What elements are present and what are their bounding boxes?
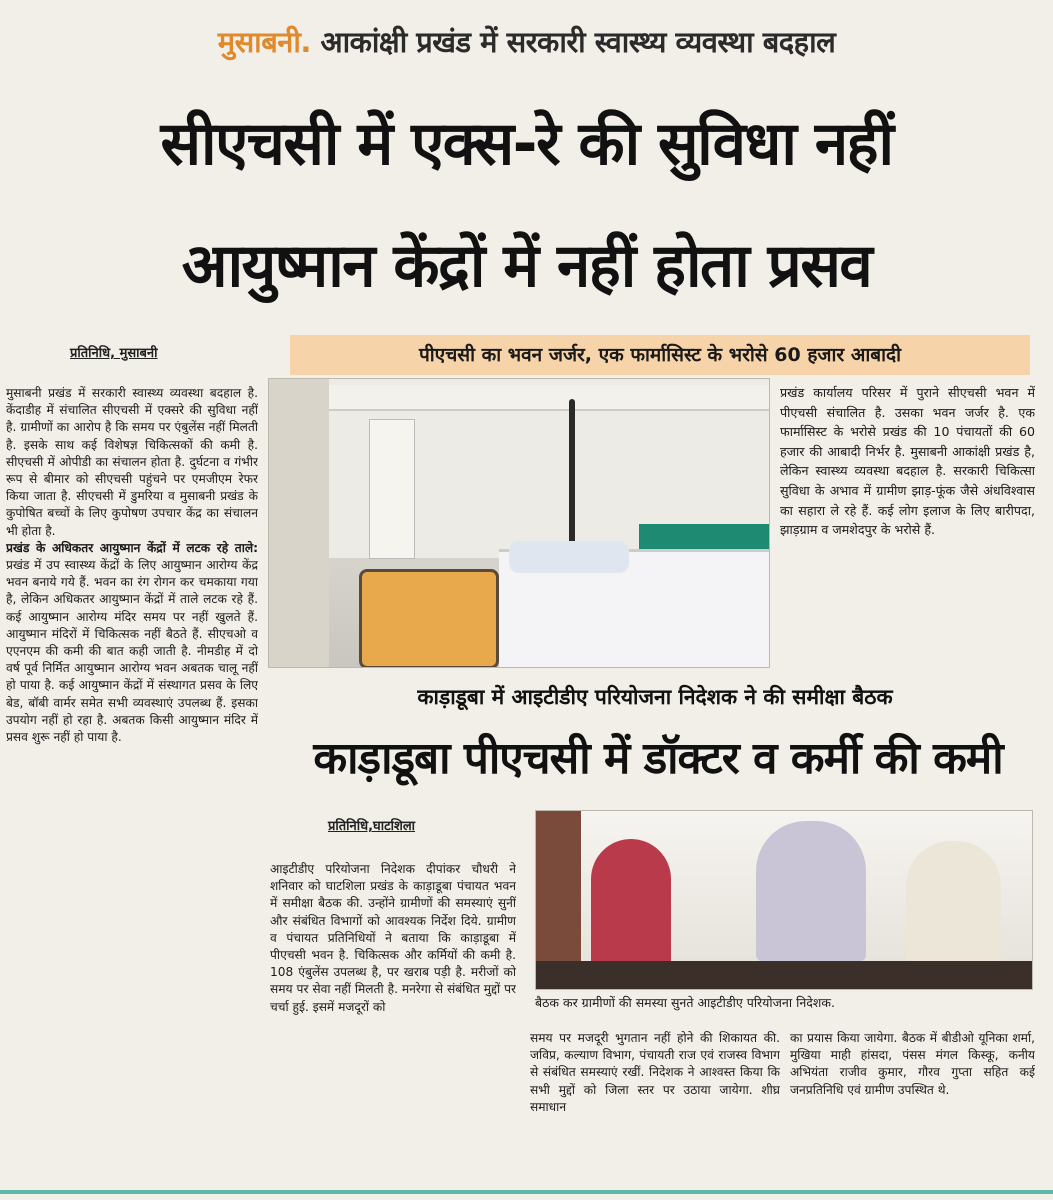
phc-column: प्रखंड कार्यालय परिसर में पुराने सीएचसी भवन में पीएचसी संचालित है. उसका भवन जर्जर है. एक फार्मासिस्ट के भरोसे प्रखंड की 10 पंचायतों की 60 हजार की आबादी निर्भर है. मुसाबनी आकांक्षी प्रखंड है, लेकिन स्वास्थ्य व्यवस्था बदहाल है. सरकारी चिकित्सा सुविधा के अभाव में ग्रामीण झाड़-फूंक जैसे अंधविश्वास का सहारा ले रहे हैं. कई लोग इलाज के लिए बारीपदा, झाड़ग्राम व जमशेदपुर के भरोसे हैं.	[780, 385, 1035, 538]
story2-headline: काड़ाडूबा पीएचसी में डॉक्टर व कर्मी की कमी	[313, 733, 1003, 784]
story1-paragraph-1: मुसाबनी प्रखंड में सरकारी स्वास्थ्य व्यवस्था बदहाल है. केंदाडीह में संचालित सीएचसी में एक्सरे की सुविधा नहीं है. ग्रामीणों का आरोप है कि समय पर एंबुलेंस नहीं मिलती है. इसके साथ कई विशेषज्ञ चिकित्सकों की कमी है. सीएचसी में ओपीडी का संचालन होता है. दुर्घटना व गंभीर रूप से बीमार को सीएचसी पहुंचने पर एमजीएम रेफर किया जाता है. सीएचसी में डुमरिया व मुसाबनी प्रखंड के कुपोषित बच्चों के लिए कुपोषण उपचार केंद्र का संचालन भी होता है.	[6, 386, 258, 538]
story2-column-3: का प्रयास किया जायेगा. बैठक में बीडीओ यूनिका शर्मा, मुखिया माही हांसदा, पंसस मंगल किस्कू, कनीय अभियंता राजीव कुमार, गौरव गुप्ता सहित कई जनप्रतिनिधि एवं ग्रामीण उपस्थित थे.	[790, 1031, 1035, 1097]
meeting-photo-caption: बैठक कर ग्रामीणों की समस्या सुनते आइटीडीए परियोजना निदेशक.	[535, 995, 835, 1010]
story2-kicker: काड़ाडूबा में आइटीडीए परियोजना निदेशक ने की समीक्षा बैठक	[417, 685, 893, 709]
byline-ghatshila: प्रतिनिधि,घाटशिला	[328, 819, 416, 834]
story1-subhead: प्रखंड के अधिकतर आयुष्मान केंद्रों में लटक रहे ताले:	[6, 540, 258, 555]
headline-line-1: सीएचसी में एक्स-रे की सुविधा नहीं	[160, 109, 893, 179]
story1-paragraph-2: प्रखंड में उप स्वास्थ्य केंद्रों के लिए आयुष्मान आरोग्य केंद्र भवन बनाये गये हैं. भवन का रंग रोगन कर चमकाया गया है, लेकिन अधिकतर आयुष्मान केंद्रों में ताले लटक रहे हैं. कई आयुष्मान आरोग्य मंदिर समय पर नहीं खुलते हैं. आयुष्मान मंदिरों में चिकित्सक नहीं बैठते हैं. सीएचओ व एएनएम की कमी की बात कही जाती है. नीमडीह में दो वर्ष पूर्व निर्मित आयुष्मान आरोग्य भवन अबतक चालू नहीं हो पाया है. कई आयुष्मान केंद्रों में संस्थागत प्रसव के लिए बेड, बॉबी वार्मर समेत सभी व्यवस्थाएं उपलब्ध हैं. इसका उपयोग नहीं हो रहा है. अबतक किसी आयुष्मान मंदिर में प्रसव शुरू नहीं हो पाया है.	[6, 558, 258, 745]
meeting-photo	[535, 810, 1033, 990]
kicker	[0, 22, 1053, 72]
kicker-text: आकांक्षी प्रखंड में सरकारी स्वास्थ्य व्यवस्था बदहाल	[320, 25, 836, 59]
byline-musabani: प्रतिनिधि, मुसाबनी	[70, 346, 158, 361]
bottom-rule	[0, 1190, 1053, 1194]
kicker-location: मुसाबनी.	[217, 25, 311, 59]
story1-column	[6, 385, 258, 1187]
phc-banner: पीएचसी का भवन जर्जर, एक फार्मासिस्ट के भरोसे 60 हजार आबादी	[290, 335, 1030, 375]
story2-column-1: आइटीडीए परियोजना निदेशक दीपांकर चौधरी ने शनिवार को घाटशिला प्रखंड के काड़ाडूबा पंचायत भवन में समीक्षा बैठक की. उन्होंने ग्रामीणों की समस्याएं सुनीं और संबंधित विभागों को आवश्यक निर्देश दिये. ग्रामीण व पंचायत प्रतिनिधियों ने बताया कि काड़ाडूबा में पीएचसी भवन है. चिकित्सक और कर्मियों की कमी है. 108 एंबुलेंस उपलब्ध है, पर खराब पड़ी है. मरीजों को समय पर सेवा नहीं मिलती है. मनरेगा से संबंधित मुद्दों पर चर्चा हुई. इसमें मजदूरों को	[270, 862, 516, 1014]
hospital-ward-photo	[268, 378, 770, 668]
story2-column-2: समय पर मजदूरी भुगतान नहीं होने की शिकायत की. जविप्र, कल्याण विभाग, पंचायती राज एवं राजस्व विभाग से संबंधित समस्याएं रखीं. निदेशक ने आश्वस्त किया कि सभी मुद्दों को जिला स्तर पर उठाया जायेगा. शीघ्र समाधान	[530, 1031, 780, 1114]
headline-line-2: आयुष्मान केंद्रों में नहीं होता प्रसव	[181, 231, 872, 301]
